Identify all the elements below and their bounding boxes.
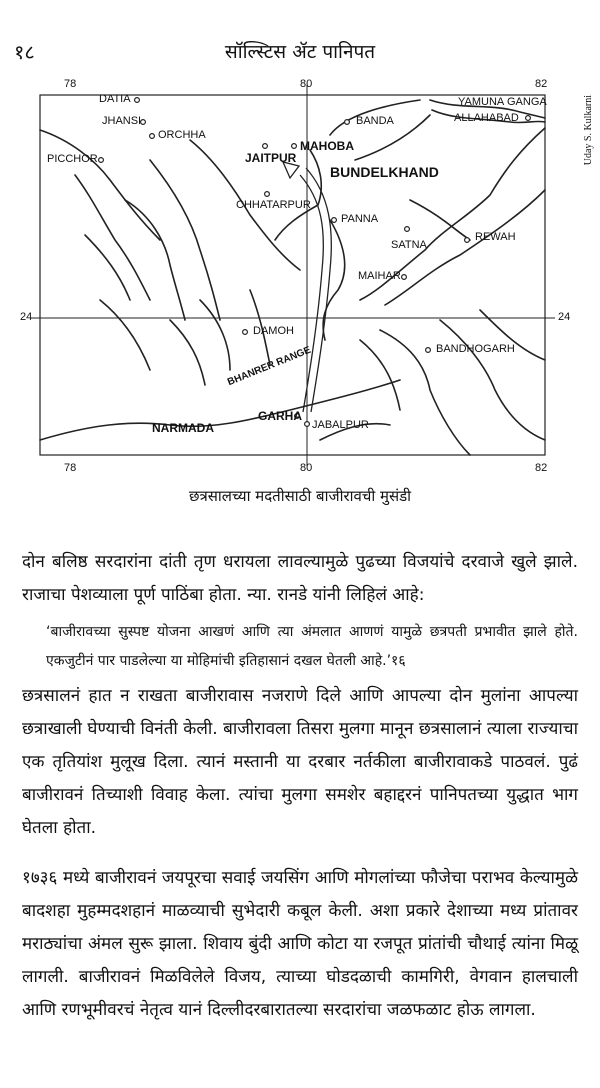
river-betwa-branch [40, 130, 160, 240]
label-garha: GARHA [258, 409, 302, 423]
label-allahabad: ALLAHABAD [454, 112, 519, 124]
coord-top-78: 78 [64, 78, 77, 90]
river-tributary-3 [85, 235, 130, 300]
label-mahoba: MAHOBA [300, 139, 354, 153]
marker-chhatarpur [265, 192, 270, 197]
marker-jhansi [141, 120, 146, 125]
label-orchha: ORCHHA [158, 129, 206, 141]
paragraph-3: १७३६ मध्ये बाजीरावनं जयपूरचा सवाई जयसिंग आणि मोगलांच्या फौजेचा पराभव केल्यामुळे बादशहा मुहम्मदशहानं माळव्याची सुभेदारी कबूल केली. अशा प्रकारे देशाच्या मध्य प्रांतावर मराठ्यांचा अंमल सुरू झाला. शिवाय बुंदी आणि कोटा या रजपूत प्रांतांची चौथाई त्यांना मिळू लागली. बाजीरावनं मिळविलेले विजय, त्याच्या घोडदळाची कामगिरी, वेगवान हालचाली आणि रणभूमीवरचं नेतृत्व यानं दिल्लीदरबारातल्या सरदारांचा जळफळाट होऊ लागला. [22, 868, 578, 1020]
label-jabalpur: JABALPUR [312, 419, 369, 431]
marker-jabalpur [305, 422, 310, 427]
river-tributary-6 [200, 300, 230, 370]
marker-jaitpur [263, 144, 268, 149]
coord-bottom-82: 82 [535, 462, 548, 474]
marker-mahoba [292, 144, 297, 149]
label-bhanrer-range: BHANRER RANGE [226, 344, 313, 389]
label-bandhogarh: BANDHOGARH [436, 343, 515, 355]
marker-panna [332, 218, 337, 223]
marker-datia [135, 98, 140, 103]
label-banda: BANDA [356, 115, 394, 127]
label-jhansi: JHANSI [102, 115, 142, 127]
label-satna: SATNA [391, 239, 427, 251]
marker-damoh [243, 330, 248, 335]
label-jaitpur: JAITPUR [245, 151, 297, 165]
marker-rewah [465, 238, 470, 243]
river-tributary-5 [170, 320, 205, 385]
marker-picchor [99, 158, 104, 163]
label-bundelkhand: BUNDELKHAND [330, 164, 439, 180]
river-tributary-4 [100, 300, 150, 370]
river-betwa [75, 175, 150, 300]
coord-top-82: 82 [535, 78, 548, 90]
river-dhasan-2 [125, 200, 185, 320]
marker-allahabad [526, 116, 531, 121]
label-picchor: PICCHOR [47, 153, 98, 165]
paragraph-2: छत्रसालनं हात न राखता बाजीरावास नजराणे दिले आणि आपल्या दोन मुलांना आपल्या छत्राखाली घेण्याची विनंती केली. बाजीरावला तिसरा मुलगा मानून छत्रसालानं त्याला राज्याचा एक तृतियांश मुलूख दिला. त्यानं मस्तानी या दरबार नर्तकीला बाजीरावाकडे पाठवलं. पुढं बाजीरावनं तिच्याशी विवाह केला. त्यांचा मुलगा समशेर बहाद्दरनं पानिपतच्या युद्धात भाग घेतला होता. [22, 686, 578, 838]
map-caption: छत्रसालच्या मदतीसाठी बाजीरावची मुसंडी [188, 487, 412, 505]
marker-maihar [402, 275, 407, 280]
river-narmada [40, 380, 400, 440]
coord-bottom-80: 80 [300, 462, 313, 474]
map-credit: Uday S. Kulkarni [583, 95, 594, 166]
running-title: सॉल्स्टिस ॲट पानिपत [224, 41, 376, 63]
label-maihar: MAIHAR [358, 270, 401, 282]
coord-left-24: 24 [20, 311, 33, 323]
marker-banda [345, 120, 350, 125]
river-ken [323, 220, 345, 340]
label-chhatarpur: CHHATARPUR [236, 199, 311, 211]
block-quote: ‘बाजीरावच्या सुस्पष्ट योजना आखणं आणि त्या अंमलात आणणं यामुळे छत्रपती प्रभावीत झाले होते. एकजुटीनं पार पाडलेल्या या मोहिमांची इतिहासानं दखल घेतली आहे.’१६ [46, 624, 578, 669]
label-yamuna: YAMUNA [458, 96, 505, 108]
label-narmada: NARMADA [152, 421, 214, 435]
label-datia: DATIA [99, 93, 131, 105]
river-tributary-8 [360, 340, 400, 410]
marker-orchha [150, 134, 155, 139]
coord-bottom-78: 78 [64, 462, 77, 474]
page-number: १८ [14, 40, 35, 64]
marker-bandhogarh [426, 348, 431, 353]
marker-satna [405, 227, 410, 232]
coord-top-80: 80 [300, 78, 313, 90]
coord-right-24: 24 [558, 311, 571, 323]
label-rewah: REWAH [475, 231, 516, 243]
label-damoh: DAMOH [253, 325, 294, 337]
river-tributary-9 [440, 320, 545, 440]
paragraph-1: दोन बलिष्ठ सरदारांना दांती तृण धरायला लावल्यामुळे पुढच्या विजयांचे दरवाजे खुले झाले. राजाचा पेशव्याला पूर्ण पाठिंबा होता. न्या. रानडे यांनी लिहिलं आहे: [22, 552, 578, 605]
map-frame [40, 95, 545, 455]
label-ganga: GANGA [507, 96, 547, 108]
label-panna: PANNA [341, 213, 379, 225]
